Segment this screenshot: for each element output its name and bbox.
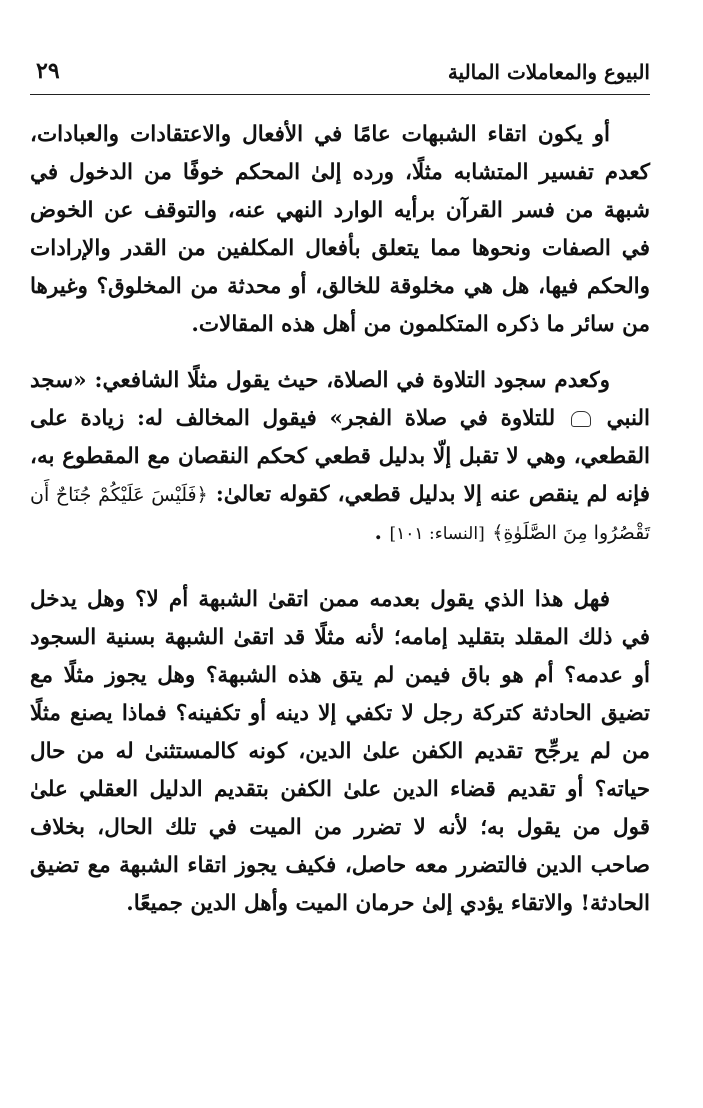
paragraph-1 xyxy=(30,116,650,344)
paragraph-2-text-before: وكعدم سجود التلاوة في الصلاة، حيث يقول مثلًا الشافعي: «سجد النبي xyxy=(30,368,650,431)
paragraph-2-text-after: للتلاوة في صلاة الفجر» فيقول المخالف له: زيادة على القطعي، وهي لا تقبل إلّا بدليل قطعي كحكم النقصان مع المقطوع به، فإنه لم ينقص عنه إلا بدليل قطعي، كقوله تعالىٰ: xyxy=(30,406,650,507)
header-title: البيوع والمعاملات المالية xyxy=(447,60,650,84)
paragraph-1-text: أو يكون اتقاء الشبهات عامًا في الأفعال والاعتقادات والعبادات، كعدم تفسير المتشابه مثلًا، ورده إلىٰ المحكم خوفًا من الدخول في شبهة من فسر القرآن برأيه الوارد النهي عنه، والتوقف عن الخوض في الصفات ونحوها مما يتعلق بأفعال المكلفين من القدر والإرادات والحكم فيها، هل هي مخلوقة للخالق، أو محدثة من المخلوق؟ وغيرها من سائر ما ذكره المتكلمون من أهل هذه المقالات. xyxy=(30,122,650,337)
paragraph-2 xyxy=(30,362,650,553)
paragraph-3 xyxy=(30,581,650,923)
verse-citation: [النساء: ١٠١] xyxy=(389,524,485,544)
quran-verse: ﴿فَلَيْسَ عَلَيْكُمْ جُنَاحٌ أَن تَقْصُرُوا مِنَ الصَّلَوٰةِ﴾ xyxy=(30,484,650,544)
running-header xyxy=(30,54,650,95)
page-number: ٢٩ xyxy=(36,58,60,84)
paragraph-3-text: فهل هذا الذي يقول بعدمه ممن اتقىٰ الشبهة أم لا؟ وهل يدخل في ذلك المقلد بتقليد إمامه؛ لأنه مثلًا قد اتقىٰ الشبهة بسنية السجود أو عدمه؟ أم هو باق فيمن لم يتق هذه الشبهة؟ وهل يجوز مثلًا مع تضيق الحادثة كتركة رجل لا تكفي إلا دينه أو تكفينه؟ فماذا يصنع مثلًا من لم يرجِّح تقديم الكفن علىٰ الدين، كونه كالمستثنىٰ له من حال حياته؟ أو تقديم قضاء الدين علىٰ الكفن بتقديم الدليل العقلي علىٰ قول من يقول به؛ لأنه لا تضرر من الميت في تلك الحال، بخلاف صاحب الدين فالتضرر معه حاصل، فكيف يجوز اتقاء الشبهة مع تضيق الحادثة! والاتقاء يؤدي إلىٰ حرمان الميت وأهل الدين جميعًا. xyxy=(30,587,650,916)
paragraph-2-end: . xyxy=(374,520,383,545)
salla-allahu-alayhi-wa-sallam-ligature-icon xyxy=(571,411,591,427)
body-text xyxy=(30,116,650,941)
